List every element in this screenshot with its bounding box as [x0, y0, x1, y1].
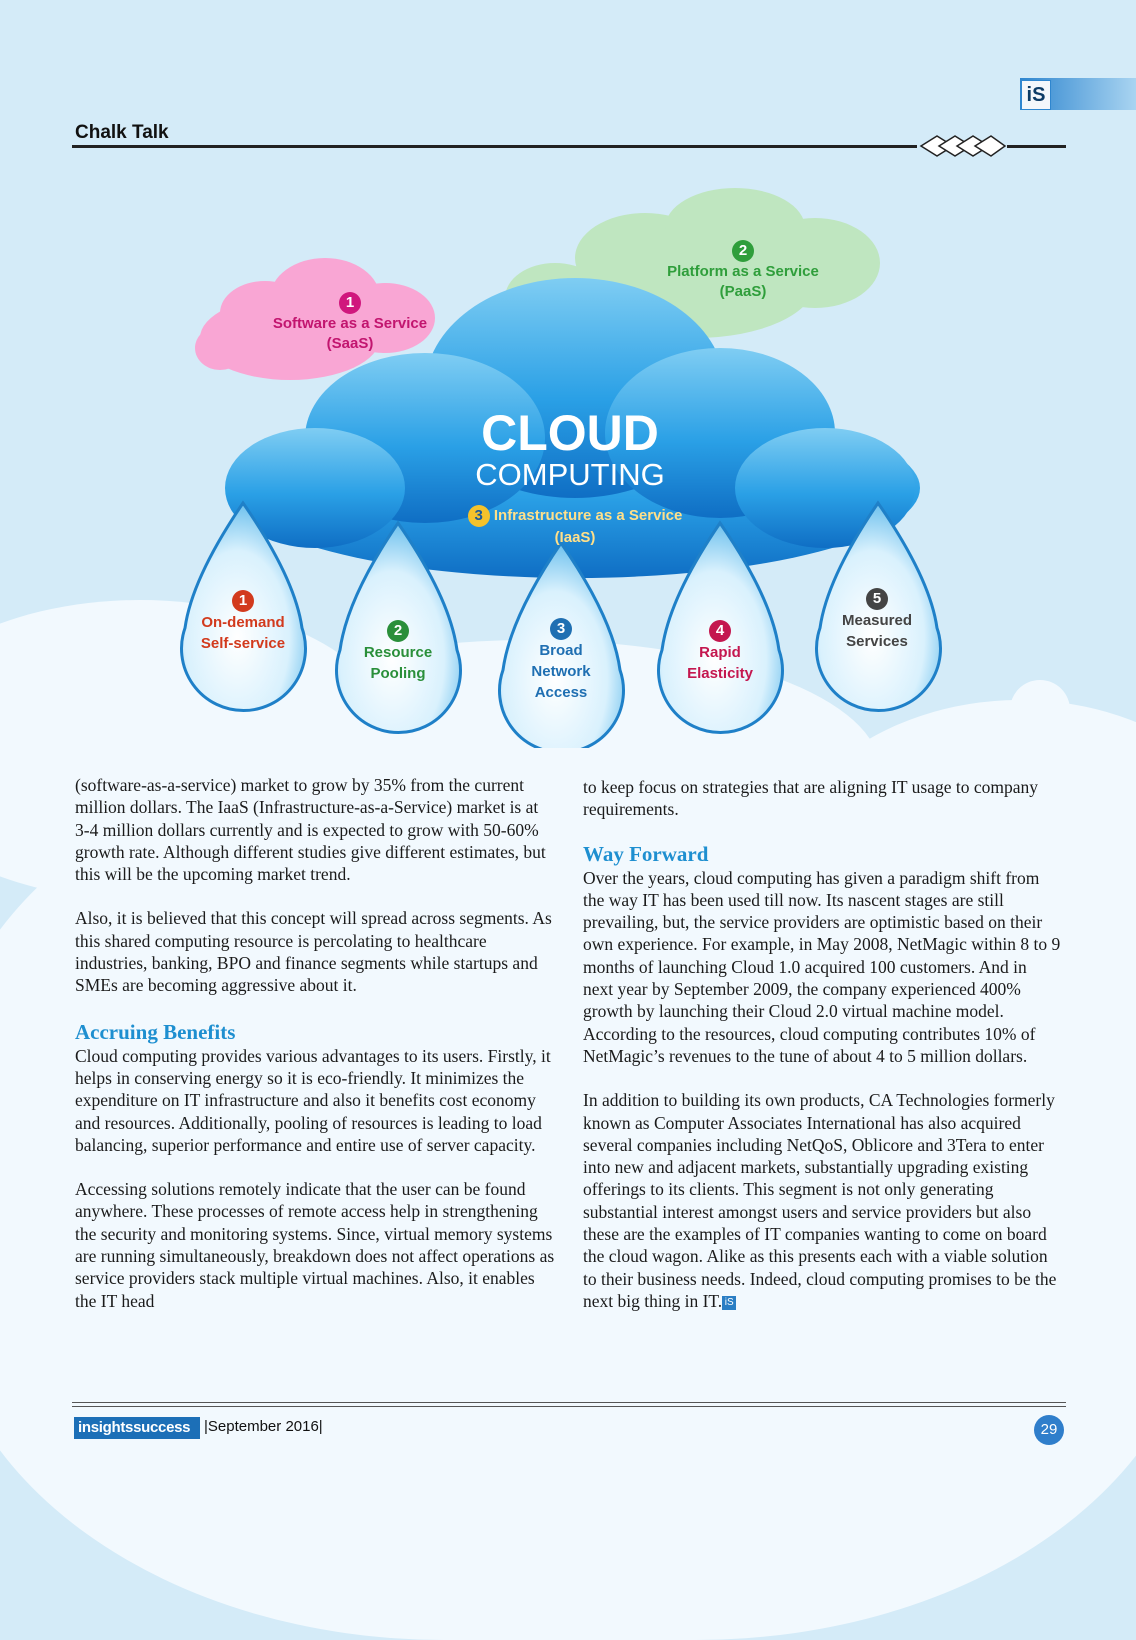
background-bubble — [1010, 680, 1070, 740]
on-demand-number-badge: 1 — [232, 590, 254, 612]
measured-services-line1: Measured — [841, 612, 913, 629]
magazine-logo-icon: iS — [1021, 80, 1051, 110]
cloud-computing-infographic — [175, 188, 955, 748]
saas-title: Software as a Service — [272, 315, 428, 332]
footer-rule — [72, 1406, 1066, 1407]
characteristic-resource-pooling — [338, 620, 458, 684]
resource-pooling-line2: Pooling — [370, 665, 426, 682]
rapid-elasticity-line1: Rapid — [699, 644, 741, 661]
iaas-label — [430, 505, 720, 549]
iaas-abbr: (IaaS) — [554, 529, 596, 546]
saas-abbr: (SaaS) — [326, 335, 374, 352]
paas-abbr: (PaaS) — [719, 283, 767, 300]
iaas-number-badge: 3 — [468, 505, 490, 527]
cloud-subtitle: COMPUTING — [475, 457, 665, 492]
rapid-elasticity-line2: Elasticity — [687, 665, 753, 682]
on-demand-line2: Self-service — [200, 635, 286, 652]
cloud-title: CLOUD — [481, 405, 659, 461]
broad-network-line3: Access — [534, 684, 588, 701]
broad-network-line2: Network — [531, 663, 591, 680]
section-title: Chalk Talk — [75, 122, 169, 143]
footer-brand-logo: insightssuccess — [74, 1417, 200, 1439]
paragraph: Also, it is believed that this concept will spread across segments. As this shared computing resource is percolating to healthcare industries, banking, BPO and finance segments while startups and SMEs are becoming aggressive about it. — [75, 908, 552, 996]
paragraph — [583, 1089, 1061, 1312]
saas-label — [250, 292, 450, 354]
end-mark-icon: iS — [722, 1296, 736, 1310]
page-number: 29 — [1034, 1415, 1064, 1445]
paragraph: (software-as-a-service) market to grow by 35% from the current million dollars. The IaaS (Infrastructure-as-a-Service) market is at 3-4 million dollars currently and is expected to grow with 50-60% growth rate. Although different studies give different estimates, but this will be the upcoming market trend. — [75, 775, 546, 885]
rapid-elasticity-number-badge: 4 — [709, 620, 731, 642]
diamond-ornament-icon — [917, 133, 1007, 159]
characteristic-on-demand — [183, 590, 303, 654]
broad-network-number-badge: 3 — [550, 618, 572, 640]
characteristic-broad-network-access — [501, 618, 621, 703]
article-right-column — [583, 776, 1061, 1334]
characteristic-rapid-elasticity — [660, 620, 780, 684]
iaas-title: Infrastructure as a Service — [493, 507, 683, 524]
paragraph: to keep focus on strategies that are aligning IT usage to company requirements. — [583, 777, 1039, 820]
footer-date: |September 2016| — [204, 1418, 323, 1435]
paragraph: Cloud computing provides various advantages to its users. Firstly, it helps in conserving energy so it is eco-friendly. It minimizes the expenditure on IT infrastructure and also it benefits cost economy and resources. Additionally, pooling of resources is leading to load balancing, superior performance and entire use of server capacity. — [75, 1045, 551, 1155]
resource-pooling-line1: Resource — [363, 644, 433, 661]
on-demand-line1: On-demand — [201, 614, 285, 631]
measured-services-number-badge: 5 — [866, 588, 888, 610]
measured-services-line2: Services — [846, 633, 908, 650]
closing-paragraph: In addition to building its own products, CA Technologies formerly known as Computer Associates International has also acquired several companies including NetQoS, Oblicore and 3Tera to enter into new and adjacent markets, substantially upgrading existing offerings to its clients. This segment is not only generating substantial interest amongst users and service providers but also these are the examples of IT companies wanting to come on board the cloud wagon. Alike as this presents each with a viable solution to their business needs. Indeed, cloud computing promises to be the next big thing in IT. — [583, 1090, 1057, 1311]
paas-number-badge: 2 — [732, 240, 754, 262]
characteristic-measured-services — [817, 588, 937, 652]
paas-title: Platform as a Service — [667, 263, 819, 280]
saas-number-badge: 1 — [339, 292, 361, 314]
article-left-column — [75, 774, 557, 1334]
heading-way-forward: Way Forward — [583, 841, 709, 866]
paas-label — [643, 240, 843, 302]
paragraph: Over the years, cloud computing has given a paradigm shift from the way IT has been used till now. Its nascent stages are still prevailing, but, the service providers are optimistic based on their own experience. For example, in May 2008, NetMagic within 8 to 9 months of launching Cloud 1.0 acquired 100 customers. And in next year by September 2009, the company experienced 400% growth by launching their Cloud 2.0 virtual machine model. According to the resources, cloud computing contributes 10% of NetMagic’s revenues to the tune of about 4 to 5 million dollars. — [583, 867, 1061, 1066]
resource-pooling-number-badge: 2 — [387, 620, 409, 642]
footer-rule — [72, 1402, 1066, 1403]
paragraph: Accessing solutions remotely indicate that the user can be found anywhere. These processes of remote access help in strengthening the security and monitoring systems. Since, virtual memory systems are running simultaneously, breakdown does not affect operations as service providers stack multiple virtual machines. Also, it enables the IT head — [75, 1179, 555, 1311]
broad-network-line1: Broad — [539, 642, 583, 659]
heading-accruing-benefits: Accruing Benefits — [75, 1019, 236, 1044]
